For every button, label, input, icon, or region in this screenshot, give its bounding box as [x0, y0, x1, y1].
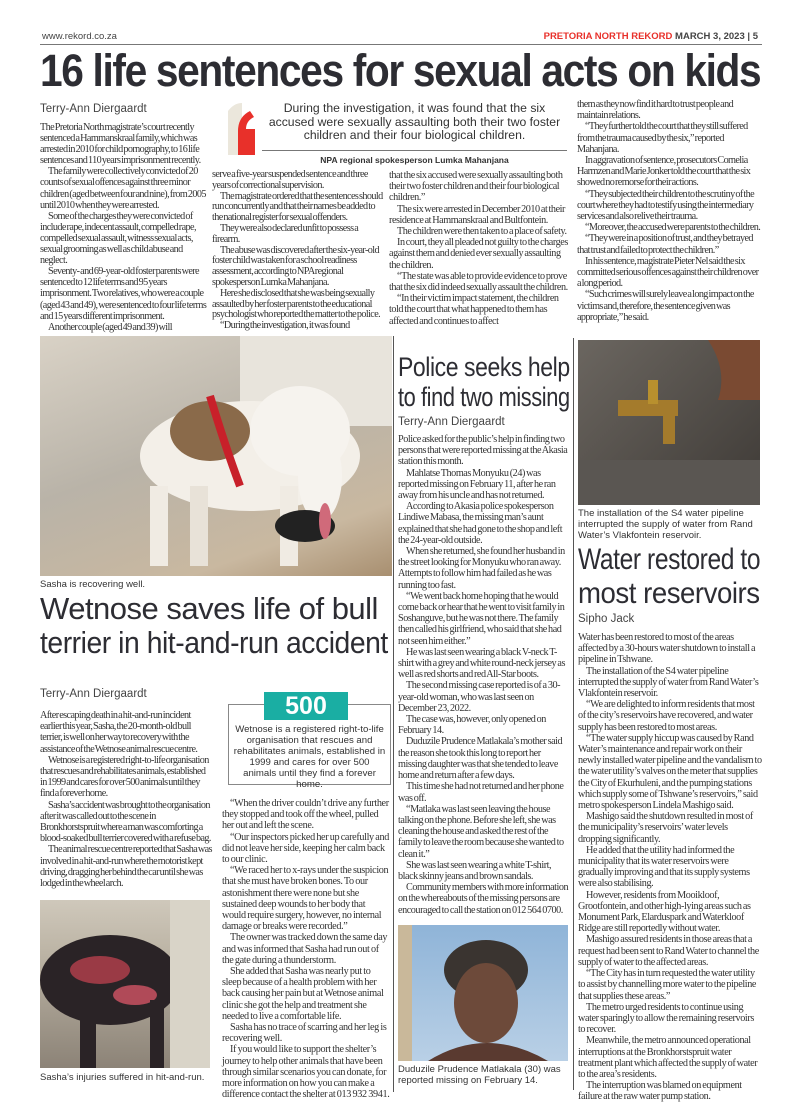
paragraph: In aggravation of sentence, prosecutors Cornelia Harmzen and Marie Jonker told the court that the six showed no remorse for their actions. — [577, 155, 751, 189]
paragraph: When she returned, she found her husband in the street looking for Monyuku who ran away. Attempts to follow him had failed as he was running too fast. — [398, 546, 565, 591]
paragraph: However, residents from Mooikloof, Grootfontein, and other high-lying areas such as Monument Park, Elarduspark and Waterkloof Ridge are still reportedly without water. — [578, 889, 751, 935]
paragraph: Water has been restored to most of the areas affected by a 30-hours water shutdown to install a pipeline in Tshwane. — [578, 632, 756, 666]
article1-column-3 — [389, 170, 569, 327]
paragraph: Community members with more information on the whereabouts of the missing persons are encouraged to call the station on 012 564 0700. — [398, 882, 569, 916]
article1-column-4 — [577, 99, 762, 323]
paragraph: The children were then taken to a place of safety. — [397, 226, 567, 238]
publication-name: PRETORIA NORTH REKORD — [543, 31, 673, 42]
paragraph: In his sentence, magistrate Pieter Nel said the six committed serious offences against their children over a long period. — [577, 255, 759, 290]
paragraph: After escaping death in a hit-and-run incident earlier this year, Sasha, the 20-month-old bull terrier, is well on her way to recovery with the assistance of the Wetnose animal rescue centre. — [40, 710, 198, 755]
quote-mark-icon — [228, 103, 258, 155]
paragraph: The abuse was discovered after the six-year-old foster child was taken for a school readiness assessment, according to NPA regional spokesperson Lumka Mahanjana. — [212, 244, 380, 288]
paragraph: “Such crimes will surely leave a long impact on the victims and, therefore, the sentence given was appropriate,” he said. — [577, 289, 754, 323]
water-tap-photo — [578, 340, 760, 505]
paragraph: “Matlaka was last seen leaving the house talking on the phone. Before she left, she was cleaning the house and asked the rest of the family to leave the room because she wanted to clean it.” — [398, 803, 564, 860]
paragraph: According to Akasia police spokesperson Lindiwe Mabasa, the missing man’s aunt explained that she had gone to the shop and left the 24-year-old outside. — [398, 501, 563, 546]
paragraph: “We went back home hoping that he would come back or hear that he went to visit family in Soshanguve, but he was not there. The family then called his girlfriend, who said that she had not seen him either.” — [398, 590, 565, 647]
photo-caption: The installation of the S4 water pipeline interrupted the supply of water from Rand Water’s Vlakfontein reservoir. — [578, 508, 753, 541]
pull-quote-rule — [262, 150, 567, 151]
photo-caption: Duduzile Prudence Matlakala (30) was reported missing on February 14. — [398, 1064, 561, 1086]
paragraph: Meanwhile, the metro announced operational interruptions at the Bronkhorstspruit water treatment plant which affected the supply of water to the area’s residents. — [578, 1035, 758, 1080]
article4-body — [578, 632, 762, 1103]
fact-text: Wetnose is a registered right-to-life organisation that rescues and rehabilitates animals, established in 1999 and cares for over 500 animals until they find a forever home. — [233, 724, 386, 790]
website-url: www.rekord.co.za — [42, 31, 117, 42]
column-divider — [393, 336, 394, 1092]
paragraph: that the six accused were sexually assaulting both their two foster children and their four biological children.” — [389, 170, 563, 204]
paragraph: If you would like to support the shelter’s journey to help other animals that have been through similar scenarios you can donate, for more information on how you can make a difference contact the shelter at 013 932 3941. — [222, 1044, 390, 1101]
paragraph: He was last seen wearing a black V-neck T-shirt with a grey and white round-neck jersey as well as red shorts and red All-Star boots. — [398, 646, 565, 681]
paragraph: The second missing case reported is of a 30-year-old woman, who was last seen on December 23, 2022. — [398, 680, 561, 714]
paragraph: This time she had not returned and her phone was off. — [398, 781, 564, 804]
paragraph: The owner was tracked down the same day and was informed that Sasha had run out of the gate during a thunderstorm. — [222, 932, 388, 966]
article1-column-1 — [40, 122, 208, 333]
page-header-info — [544, 31, 758, 42]
column-divider — [573, 338, 574, 1090]
header-separator: | — [747, 31, 751, 42]
paragraph: serve a five-year suspended sentence and three years of correctional supervision. — [212, 169, 368, 191]
article2-column-1 — [40, 710, 212, 889]
paragraph: “When the driver couldn’t drive any further they stopped and took off the wheel, pulled her out and left the scene. — [222, 798, 389, 832]
paragraph: “In their victim impact statement, the children told the court that what happened to them has affected and continues to affect — [389, 293, 559, 327]
paragraph: She was last seen wearing a white T-shirt, black skinny jeans and brown sandals. — [398, 859, 552, 882]
paragraph: “They were in a position of trust, and they betrayed that trust and failed to protect the children.” — [577, 233, 753, 256]
paragraph: The magistrate ordered that the sentences should run concurrently and that their names be added to the national register for sexual offenders. — [212, 190, 383, 224]
paragraph: The interruption was blamed on equipment failure at the raw water pump station. — [578, 1080, 742, 1103]
paragraph: “The City has in turn requested the water utility to assist by channelling more water to the pipeline that supplies these areas.” — [578, 968, 757, 1002]
paragraph: “Moreover, the accused were parents to the children. — [585, 222, 761, 234]
water-headline-line-2: most reservoirs — [578, 577, 760, 610]
wetnose-headline-line-2: terrier in hit-and-run accident — [40, 625, 388, 660]
paragraph: “The state was able to provide evidence to prove that the six did indeed sexually assault the children. — [389, 270, 568, 294]
lead-headline: 16 life sentences for sexual acts on kids — [40, 45, 761, 96]
photo-caption: Sasha is recovering well. — [40, 579, 146, 590]
paragraph: The six were arrested in December 2010 at their residence at Hammanskraal and Bultfontein. — [389, 203, 565, 226]
paragraph: “The water supply hiccup was caused by Rand Water’s maintenance and repair work on their newly installed water pipeline and the vandalism to the water utility’s valves on the meter that supplies the City of Ekurhuleni, and the pumping stations which supply some of Tshwane’s reservoirs,” said metro spokesperson Lindela Mashigo said. — [578, 732, 762, 812]
paragraph: The case was, however, only opened on February 14. — [398, 714, 546, 737]
paragraph: “During the investigation, it was found — [220, 320, 350, 332]
paragraph: Mahlatse Thomas Monyuku (24) was reported missing on February 11, after he ran away from his uncle and has not returned. — [398, 467, 556, 502]
paragraph: Police asked for the public’s help in finding two persons that were reported missing at the Akasia station this month. — [398, 434, 568, 468]
pull-quote: During the investigation, it was found that the six accused were sexually assaulting both their two foster children and their four biological children. — [268, 101, 561, 142]
paragraph: Another couple (aged 49 and 39) will — [48, 321, 172, 333]
article2-column-2 — [222, 798, 390, 1100]
article3-body — [398, 434, 570, 916]
fact-number: 500 — [264, 692, 348, 720]
paragraph: The Pretoria North magistrate’s court recently sentenced a Hammanskraal family, which was arrested in 2010 for child pornography, to 16 life sentences and 110 years imprisonment recently. — [40, 122, 201, 167]
paragraph: Duduzile Prudence Matlakala’s mother said the reason she took this long to report her missing daughter was that she tended to leave home and return after a few days. — [398, 736, 563, 782]
page-number: 5 — [752, 31, 758, 42]
paragraph: them as they now find it hard to trust people and maintain relations. — [577, 99, 734, 122]
paragraph: Some of the charges they were convicted of include rape, indecent assault, compelled rape, compelled sexual assault, witness sexual acts, sexual grooming as well as child abuse and neglect. — [40, 210, 196, 267]
paragraph: “We raced her to x-rays under the suspicion that she must have broken bones. To our astonishment there were none but she sustained deep wounds to her body that would require surgery, however, no internal damage or breaks were recorded.” — [222, 865, 389, 933]
photo-caption: Sasha’s injuries suffered in hit-and-run. — [40, 1072, 205, 1083]
paragraph: The installation of the S4 water pipeline interrupted the supply of water from Rand Water’s Vlakfontein reservoir. — [578, 665, 759, 700]
paragraph: Mashigo said the shutdown resulted in most of the municipality’s reservoirs’ water levels dropping significantly. — [578, 811, 753, 845]
paragraph: He added that the utility had informed the municipality that its water reservoirs were gradually improving and that its supply systems were also stabilising. — [578, 844, 750, 890]
wetnose-headline-line-1: Wetnose saves life of bull — [40, 591, 378, 626]
paragraph: The animal rescue centre reported that Sasha was involved in a hit-and-run where the motorist kept driving, dragging her behind the car until she was lodged in the wheel arch. — [40, 844, 212, 890]
byline: Terry-Ann Diergaardt — [40, 103, 147, 115]
paragraph: The metro urged residents to continue using water sparingly to allow the remaining reservoirs to recover. — [578, 1001, 754, 1036]
byline: Terry-Ann Diergaardt — [40, 688, 147, 700]
paragraph: Sasha’s accident was brought to the organisation after it was called out to the scene in Bronkhorstspruit where a man was comforting a blood-soaked bull terrier covered with a refuse bag. — [40, 799, 211, 845]
paragraph: “Our inspectors picked her up carefully and did not leave her side, keeping her calm back to our clinic. — [222, 831, 389, 866]
missing-woman-photo — [398, 925, 568, 1061]
paragraph: The family were collectively convicted of 20 counts of sexual offences against three minor children (aged between four and nine), from 2005 until 2010 when they were arrested. — [40, 166, 206, 211]
paragraph: “They further told the court that they still suffered from the trauma caused by the six,” reported Mahanjana. — [577, 121, 748, 155]
paragraph: In court, they all pleaded not guilty to the charges against them and denied ever sexually assaulting the children. — [389, 237, 568, 271]
article1-column-2 — [212, 170, 384, 332]
byline: Sipho Jack — [578, 613, 635, 625]
water-headline-line-1: Water restored to — [578, 543, 761, 576]
byline: Terry-Ann Diergaardt — [398, 416, 505, 428]
dog-photo — [40, 336, 392, 576]
paragraph: “We are delighted to inform residents that most of the city’s reservoirs have recovered, and water supply has been restored to most areas. — [578, 699, 755, 733]
injured-dog-photo — [40, 900, 210, 1068]
paragraph: Mashigo assured residents in those areas that a request had been sent to Rand Water to channel the supply of water to the affected areas. — [578, 934, 759, 968]
paragraph: They were also declared unfit to possess a firearm. — [212, 222, 359, 245]
paragraph: Sasha has no trace of scarring and her leg is recovering well. — [222, 1022, 387, 1045]
paragraph: Wetnose is a registered right-to-life organisation that rescues and rehabilitates animals, established in 1999 and cares for over 500 animals until they find a forever home. — [40, 754, 209, 800]
paragraph: Seventy- and 69-year-old foster parents were sentenced to 12 life terms and 95 years imprisonment. Two relatives, who were a couple (aged 43 and 49), were sentenced to four life terms and 15 years different imprisonment. — [40, 266, 207, 322]
pull-quote-attribution: NPA regional spokesperson Lumka Mahanjana — [320, 155, 509, 165]
paragraph: “They subjected their children to the scrutiny of the court where they had to testify using the intermediary services and also relive their trauma. — [577, 188, 755, 223]
paragraph: She added that Sasha was nearly put to sleep because of a health problem with her back causing her pain but at Wetnose animal clinic she got the help and treatment she needed to live a comfortable life. — [222, 966, 384, 1022]
police-headline-line-1: Police seeks help — [398, 352, 570, 382]
issue-date: MARCH 3, 2023 — [675, 31, 745, 42]
police-headline-line-2: to find two missing — [398, 382, 570, 412]
paragraph: Here she disclosed that she was being sexually assaulted by her foster parents to the educational psychologist who reported the matter to the police. — [212, 287, 381, 321]
